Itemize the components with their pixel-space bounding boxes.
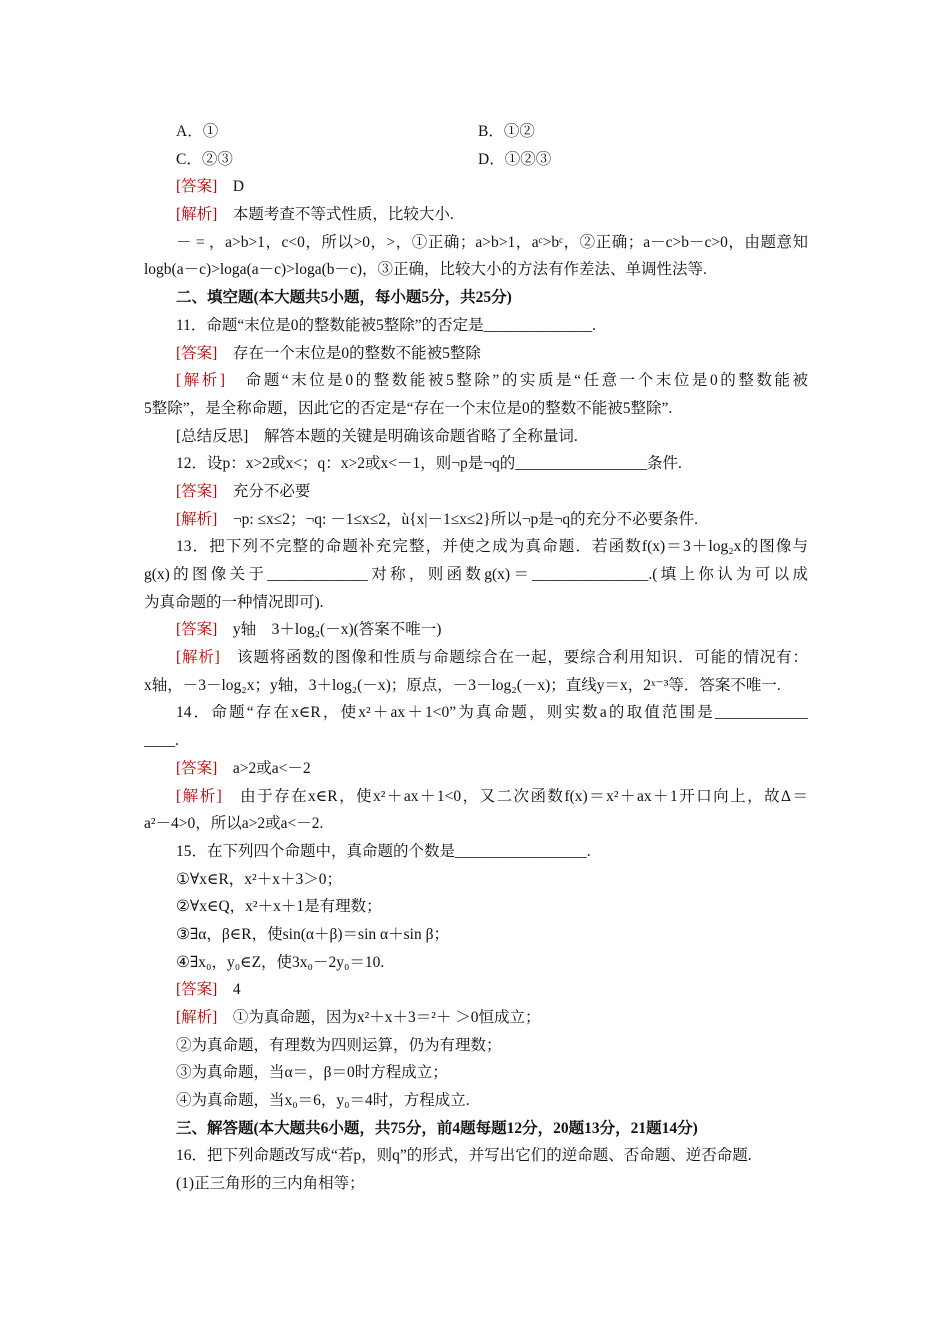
- line-text: ____.: [144, 732, 179, 750]
- line-text: 二、填空题(本大题共5小题，每小题5分，共25分): [176, 289, 512, 307]
- text-line: [144, 229, 808, 257]
- text-line: [144, 173, 808, 201]
- text-line: [144, 1032, 808, 1060]
- text-line: [144, 284, 808, 312]
- line-text: logb(a－c)>loga(a－c)>loga(b－c)，③正确，比较大小的方法有作差法、单调性法等.: [144, 261, 707, 279]
- line-text: 14．命题“存在x∈R，使x²＋ax＋1<0”为真命题，则实数a的取值范围是____________: [176, 704, 808, 722]
- text-line: [144, 644, 808, 672]
- line-text: 三、解答题(本大题共6小题，共75分，前4题每题12分，20题13分，21题14分): [176, 1119, 698, 1137]
- answer-tag: [答案]: [176, 759, 218, 777]
- line-text: 4: [217, 981, 241, 999]
- text-line: [144, 367, 808, 395]
- text-line: [144, 949, 808, 977]
- text-line: [144, 783, 808, 811]
- line-text: ②∀x∈Q，x²＋x＋1是有理数；: [176, 898, 382, 916]
- line-text: 为真命题的一种情况即可).: [144, 593, 324, 611]
- text-line: [144, 395, 808, 423]
- answer-tag: [解析]: [176, 1009, 218, 1026]
- choice-b: B．①②: [478, 123, 535, 140]
- text-line: [144, 340, 808, 368]
- text-line: [144, 838, 808, 866]
- line-text: ¬p: ≤x≤2；¬q: －1≤x≤2，ù{x|－1≤x≤2}所以¬p是¬q的充分不必要条件.: [217, 510, 699, 528]
- text-line: [144, 616, 808, 644]
- text-line: [144, 755, 808, 783]
- line-text: 由于存在x∈R，使x²＋ax＋1<0，又二次函数f(x)＝x²＋ax＋1开口向上，故Δ＝: [221, 787, 808, 805]
- choice-c: C．②③: [176, 150, 233, 168]
- answer-tag: [答案]: [176, 344, 218, 362]
- line-text: ③为真命题，当α＝，β＝0时方程成立；: [176, 1064, 448, 1082]
- line-text: D: [217, 178, 245, 196]
- text-line: [144, 1170, 808, 1198]
- choice-d: D．①②③: [478, 150, 552, 168]
- text-line: [144, 976, 808, 1004]
- line-text: 本题考查不等式性质，比较大小.: [217, 206, 454, 224]
- line-text: 13．把下列不完整的命题补充完整，并使之成为真命题．若函数f(x)＝3＋log₂x的图像与: [176, 538, 808, 556]
- text-line: [144, 256, 808, 284]
- answer-tag: [答案]: [176, 621, 218, 639]
- line-text: － = ，a>b>1，c<0，所以>0，>，①正确；a>b>1，aᶜ>bᶜ，②正确；a－c>b－c>0，由题意知: [176, 233, 808, 251]
- line-text: 该题将函数的图像和性质与命题综合在一起，要综合利用知识．可能的情况有：: [219, 649, 808, 667]
- text-line: [144, 699, 808, 727]
- text-line: [144, 312, 808, 340]
- answer-tag: [解析]: [176, 372, 226, 390]
- line-text: ④∃x₀，y₀∈Z，使3x₀－2y₀＝10.: [176, 953, 385, 971]
- answer-tag: [答案]: [176, 981, 218, 999]
- answer-tag: [解析]: [176, 510, 218, 528]
- line-text: ①为真命题，因为x²＋x＋3＝²＋ ＞0恒成立；: [217, 1009, 541, 1026]
- text-line: [144, 506, 808, 534]
- line-text: ②为真命题，有理数为四则运算，仍为有理数；: [176, 1036, 502, 1054]
- text-line: [144, 1059, 808, 1087]
- answer-tag: [答案]: [176, 178, 218, 196]
- line-text: ③∃α，β∈R，使sin(α＋β)＝sin α＋sin β；: [176, 925, 449, 943]
- answer-tag: [答案]: [176, 482, 218, 500]
- line-text: 存在一个末位是0的整数不能被5整除: [217, 344, 481, 362]
- answer-tag: [解析]: [176, 649, 220, 667]
- text-line: [144, 727, 808, 755]
- text-line: [144, 201, 808, 229]
- line-text: 5整除”，是全称命题，因此它的否定是“存在一个末位是0的整数不能被5整除”.: [144, 399, 673, 417]
- text-line: [144, 533, 808, 561]
- line-text: [总结反思] 解答本题的关键是明确该命题省略了全称量词.: [176, 427, 578, 445]
- text-line: [144, 561, 808, 589]
- text-line: [144, 1115, 808, 1143]
- line-text: 11．命题“末位是0的整数能被5整除”的否定是______________.: [176, 316, 597, 334]
- line-text: 12．设p：x>2或x<；q：x>2或x<－1，则¬p是¬q的_________________条件.: [176, 455, 682, 473]
- answer-tag: [解析]: [176, 787, 222, 805]
- answer-tag: [解析]: [176, 206, 218, 224]
- text-line: [144, 589, 808, 617]
- text-line: [144, 810, 808, 838]
- line-text: x轴，－3－log₂x；y轴，3＋log₂(－x)；原点，－3－log₂(－x)；直线y＝x，2ˣ⁻³等．答案不唯一.: [144, 676, 781, 694]
- document-body: [144, 173, 808, 1197]
- text-line: [144, 893, 808, 921]
- line-text: a>2或a<－2: [217, 759, 311, 777]
- text-line: [144, 1142, 808, 1170]
- line-text: ①∀x∈R，x²＋x＋3＞0；: [176, 870, 342, 888]
- text-line: [144, 866, 808, 894]
- text-line: [144, 672, 808, 700]
- document-page: [144, 118, 808, 1198]
- line-text: y轴 3＋log₂(－x)(答案不唯一): [217, 621, 442, 639]
- line-text: 15．在下列四个命题中，真命题的个数是_________________.: [176, 842, 591, 860]
- text-line: [144, 921, 808, 949]
- line-text: 充分不必要: [217, 482, 311, 500]
- line-text: 16．把下列命题改写成“若p，则q”的形式，并写出它们的逆命题、否命题、逆否命题.: [176, 1147, 752, 1165]
- text-line: [144, 423, 808, 451]
- choice-row-2: [144, 146, 808, 174]
- line-text: g(x)的图像关于_____________对称，则函数g(x)＝_______________.(填上你认为可以成: [144, 566, 808, 583]
- line-text: a²－4>0，所以a>2或a<－2.: [144, 815, 324, 833]
- choice-row-1: [144, 118, 808, 146]
- text-line: [144, 1087, 808, 1115]
- text-line: [144, 1004, 808, 1032]
- choice-a: A．①: [176, 123, 219, 140]
- line-text: 命题“末位是0的整数能被5整除”的实质是“任意一个末位是0的整数能被: [225, 372, 808, 390]
- line-text: ④为真命题，当x₀＝6，y₀＝4时，方程成立.: [176, 1092, 470, 1110]
- line-text: (1)正三角形的三内角相等；: [176, 1175, 365, 1193]
- text-line: [144, 450, 808, 478]
- text-line: [144, 478, 808, 506]
